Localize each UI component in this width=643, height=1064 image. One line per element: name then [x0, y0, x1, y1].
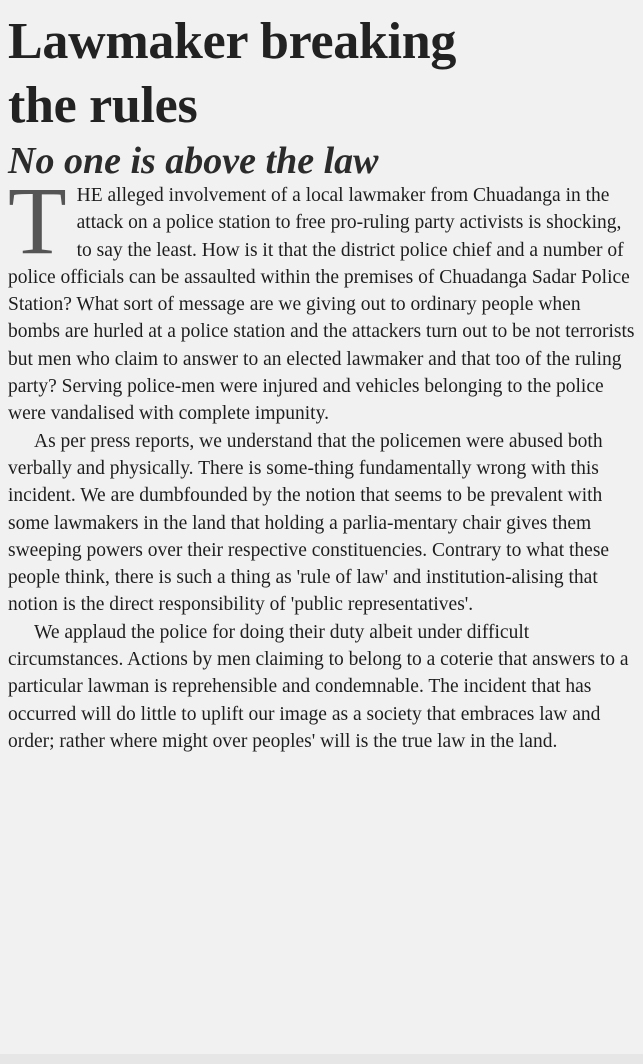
headline-line-1: Lawmaker breaking — [8, 13, 457, 70]
headline-line-2: the rules — [8, 77, 198, 134]
paragraph-3: We applaud the police for doing their duty albeit under difficult circumstances. Actions by men claiming to belong to a coterie that answers to a particular lawman is reprehensible and condemnable. The incident that has occurred will do little to uplift our image as a society that embraces law and order; rather where might over peoples' will is the true law in the land. — [8, 621, 629, 752]
headline — [8, 10, 637, 138]
paragraph-1 — [8, 167, 637, 428]
subheadline: No one is above the law — [8, 140, 379, 182]
paragraph-2: As per press reports, we understand that the policemen were abused both verbally and physically. There is some-thing fundamentally wrong with this incident. We are dumbfounded by the notion that seems to be prevalent with some lawmakers in the land that holding a parlia-mentary chair gives them sweeping powers over their respective constituencies. Contrary to what these people think, there is such a thing as 'rule of law' and institution-alising that notion is the direct responsibility of 'public representatives'. — [8, 430, 610, 616]
drop-cap: T — [8, 167, 67, 274]
bottom-margin — [0, 1054, 643, 1064]
paragraph-1-text: HE alleged involvement of a local lawmaker from Chuadanga in the attack on a police station to free pro-ruling party activists is shocking, to say the least. How is it that the district police chief and a number of police officials can be assaulted within the premises of Chuadanga Sadar Police Station? What sort of message are we giving out to ordinary people when bombs are hurled at a police station and the attackers turn out to be not terrorists but men who claim to answer to an elected lawmaker and that too of the ruling party? Serving police-men were injured and vehicles belonging to the police were vandalised with complete impunity. — [8, 185, 635, 425]
